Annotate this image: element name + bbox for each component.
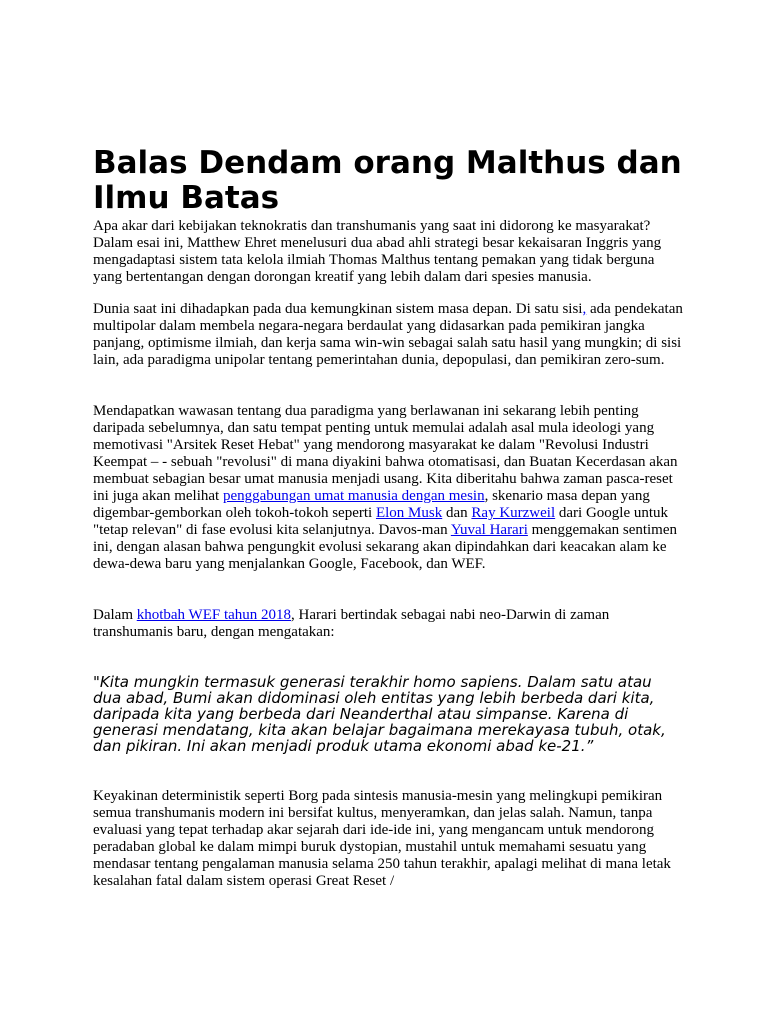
- paragraph-3-text-1: Dalam: [93, 607, 137, 623]
- paragraph-2-text-5: menggemakan sentimen ini, dengan alasan bahwa pengungkit evolusi sekarang akan dipindahkan dari keacakan alam ke dewa-dewa baru yang menjalankan Google, Facebook, dan WEF.: [93, 522, 678, 572]
- inline-link-comma[interactable]: ,: [582, 301, 587, 317]
- paragraph-4: Keyakinan deterministik seperti Borg pada sintesis manusia-mesin yang melingkupi pemikiran semua transhumanis modern ini bersifat kultus, menyeramkan, dan jelas salah. Namun, tanpa evaluasi yang tepat terhadap akar sejarah dari ide-ide ini, yang mengancam untuk mendorong peradaban global ke dalam mimpi buruk dystopian, mustahil untuk memahami sesuatu yang mendasar tentang pengalaman manusia selama 250 tahun terakhir, apalagi melihat di mana letak kesalahan fatal dalam sistem operasi Great Reset /: [93, 788, 671, 889]
- article: [93, 146, 683, 890]
- intro-paragraph: Apa akar dari kebijakan teknokratis dan transhumanis yang saat ini didorong ke masyarakat? Dalam esai ini, Matthew Ehret menelusuri dua abad ahli strategi besar kekaisaran Inggris yang mengadaptasi sistem tata kelola ilmiah Thomas Malthus tentang pemakan yang tidak berguna yang bertentangan dengan dorongan kreatif yang lebih dalam dari spesies manusia.: [93, 218, 662, 285]
- link-yuval-harari[interactable]: Yuval Harari: [450, 522, 528, 538]
- paragraph-2-text-2: , skenario masa depan yang digembar-gemborkan oleh tokoh-tokoh seperti: [93, 488, 650, 521]
- paragraph-1-text: Dunia saat ini dihadapkan pada dua kemungkinan sistem masa depan. Di satu sisi: [93, 301, 583, 317]
- paragraph-1-text-2: ada pendekatan multipolar dalam membela negara-negara berdaulat yang didasarkan pada pemikiran jangka panjang, optimisme ilmiah, dan kerja sama win-win sebagai salah satu hasil yang mungkin; di sisi lain, ada paradigma unipolar tentang pemerintahan dunia, depopulasi, dan pemikiran zero-sum.: [93, 301, 683, 368]
- paragraph-1: [93, 301, 683, 369]
- paragraph-2-text-4: dari Google untuk "tetap relevan" di fase evolusi kita selanjutnya. Davos-man: [93, 505, 669, 538]
- link-penggabungan-manusia-mesin[interactable]: penggabungan umat manusia dengan mesin: [222, 488, 485, 504]
- paragraph-2-text-1: Mendapatkan wawasan tentang dua paradigma yang berlawanan ini sekarang lebih penting daripada sebelumnya, dan satu tempat penting untuk memulai adalah asal mula ideologi yang memotivasi "Arsitek Reset Hebat" yang mendorong masyarakat ke dalam "Revolusi Industri Keempat – - sebuah "revolusi" di mana diyakini bahwa otomatisasi, dan Buatan Kecerdasan akan membuat sebagian besar umat manusia menjadi usang. Kita diberitahu bahwa zaman pasca-reset ini juga akan melihat: [93, 403, 678, 504]
- paragraph-2: [93, 403, 683, 573]
- link-elon-musk[interactable]: Elon Musk: [375, 505, 443, 521]
- article-title: Balas Dendam orang Malthus dan Ilmu Batas: [93, 145, 682, 216]
- link-ray-kurzweil[interactable]: Ray Kurzweil: [471, 505, 556, 521]
- paragraph-3-text-2: , Harari bertindak sebagai nabi neo-Darwin di zaman transhumanis baru, dengan mengatakan:: [93, 607, 610, 640]
- paragraph-2-text-3: dan: [442, 505, 472, 521]
- paragraph-3: [93, 607, 683, 641]
- link-khotbah-wef-2018[interactable]: khotbah WEF tahun 2018: [136, 607, 292, 623]
- harari-quote: "Kita mungkin termasuk generasi terakhir homo sapiens. Dalam satu atau dua abad, Bumi akan didominasi oleh entitas yang lebih berbeda dari kita, daripada kita yang berbeda dari Neanderthal atau simpanse. Karena di generasi mendatang, kita akan belajar bagaimana merekayasa tubuh, otak, dan pikiran. Ini akan menjadi produk utama ekonomi abad ke-21.”: [93, 673, 666, 755]
